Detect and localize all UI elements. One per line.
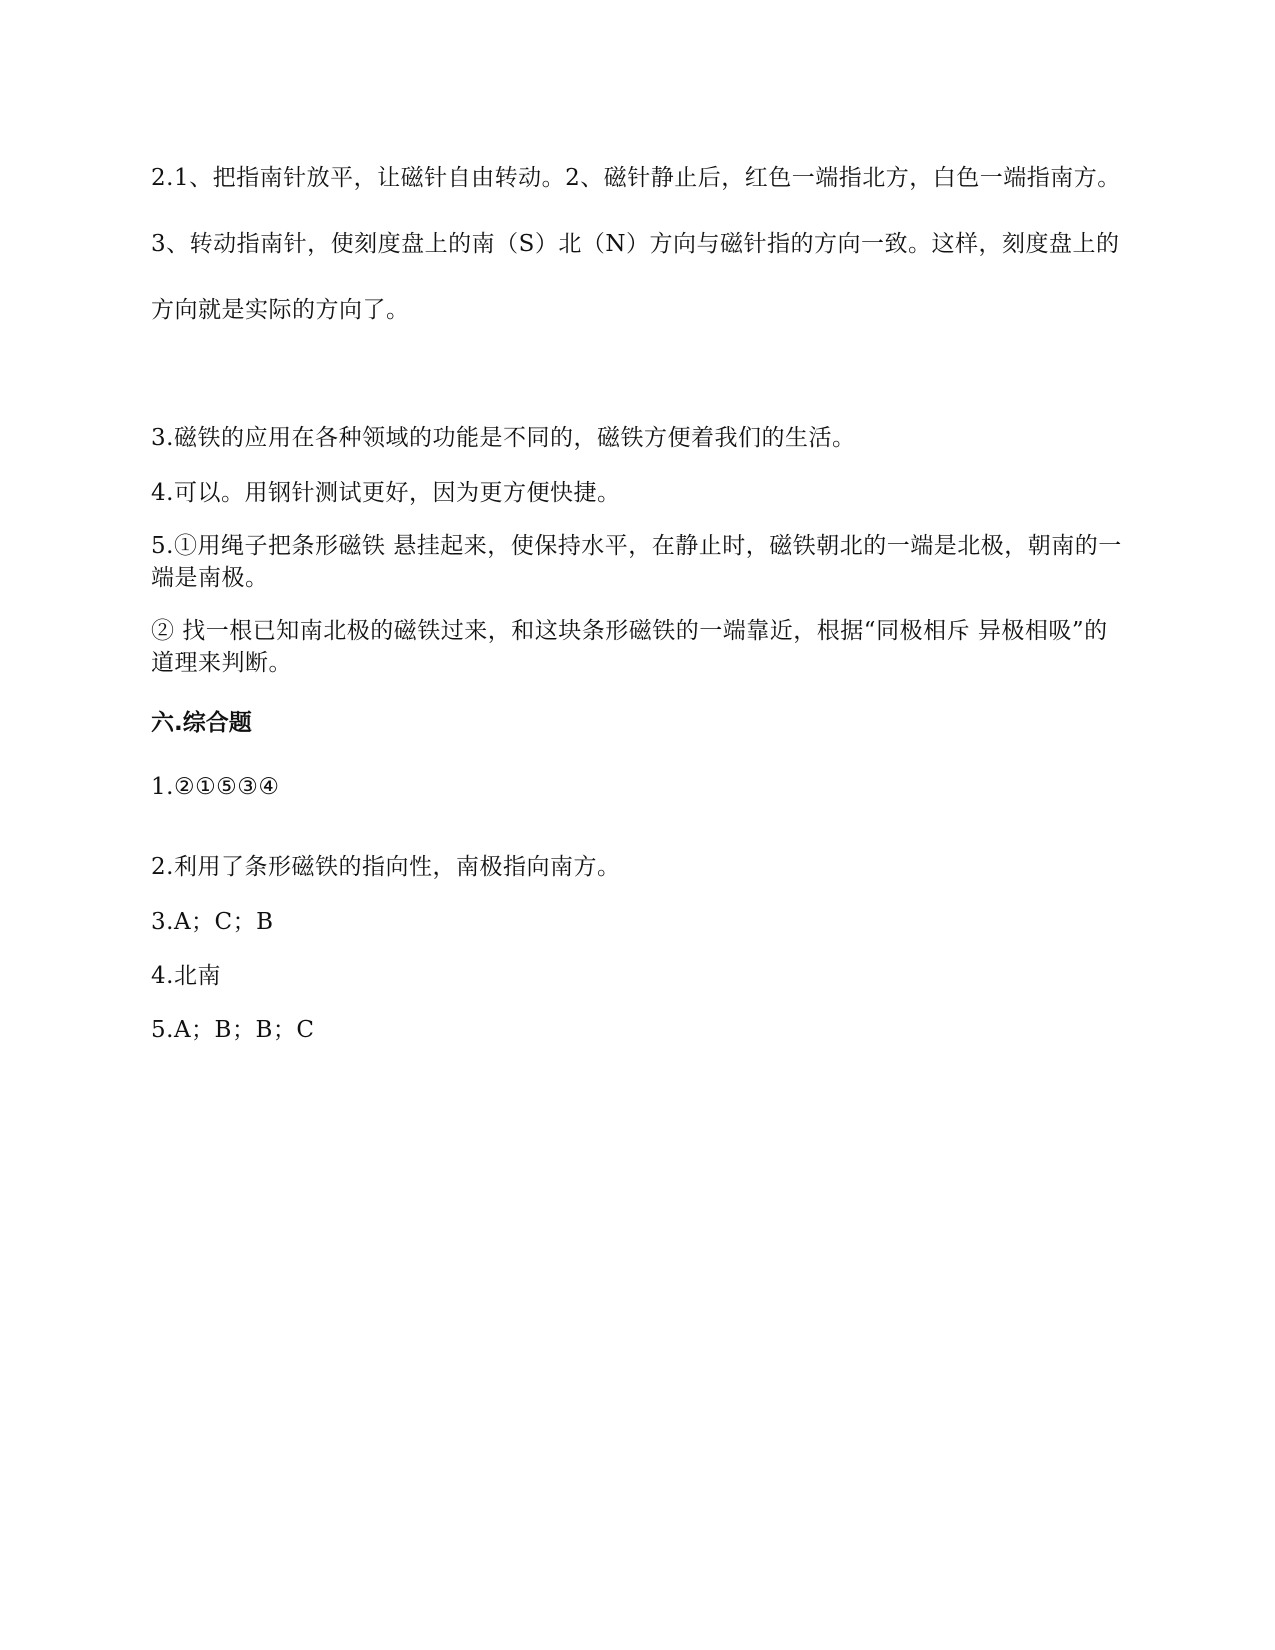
answer-5-3-magnet-applications: 3.磁铁的应用在各种领域的功能是不同的，磁铁方便着我们的生活。	[151, 425, 856, 451]
answer-6-4-north-south: 4.北南	[151, 963, 221, 989]
answer-6-1-order: 1.②①⑤③④	[151, 774, 280, 800]
answer-6-5-choices: 5.A；B；B；C	[151, 1017, 315, 1043]
answer-5-5-part1-hanging-magnet: 5.①用绳子把条形磁铁 悬挂起来，使保持水平，在静止时，磁铁朝北的一端是北极，朝南的一端是南极。	[151, 533, 1122, 591]
answer-6-3-choices: 3.A；C；B	[151, 909, 274, 935]
answer-5-2-compass-usage: 2.1、把指南针放平，让磁针自由转动。2、磁针静止后，红色一端指北方，白色一端指南方。3、转动指南针，使刻度盘上的南（S）北（N）方向与磁针指的方向一致。这样，刻度盘上的方向就是实际的方向了。	[151, 165, 1121, 323]
answer-5-5-part2-known-magnet: ② 找一根已知南北极的磁铁过来，和这块条形磁铁的一端靠近，根据“同极相斥 异极相吸”的道理来判断。	[151, 618, 1108, 676]
answer-6-2-bar-magnet: 2.利用了条形磁铁的指向性，南极指向南方。	[151, 854, 621, 880]
section-6-heading: 六.综合题	[151, 710, 252, 736]
answer-5-4-steel-needle-test: 4.可以。用钢针测试更好，因为更方便快捷。	[151, 480, 621, 506]
